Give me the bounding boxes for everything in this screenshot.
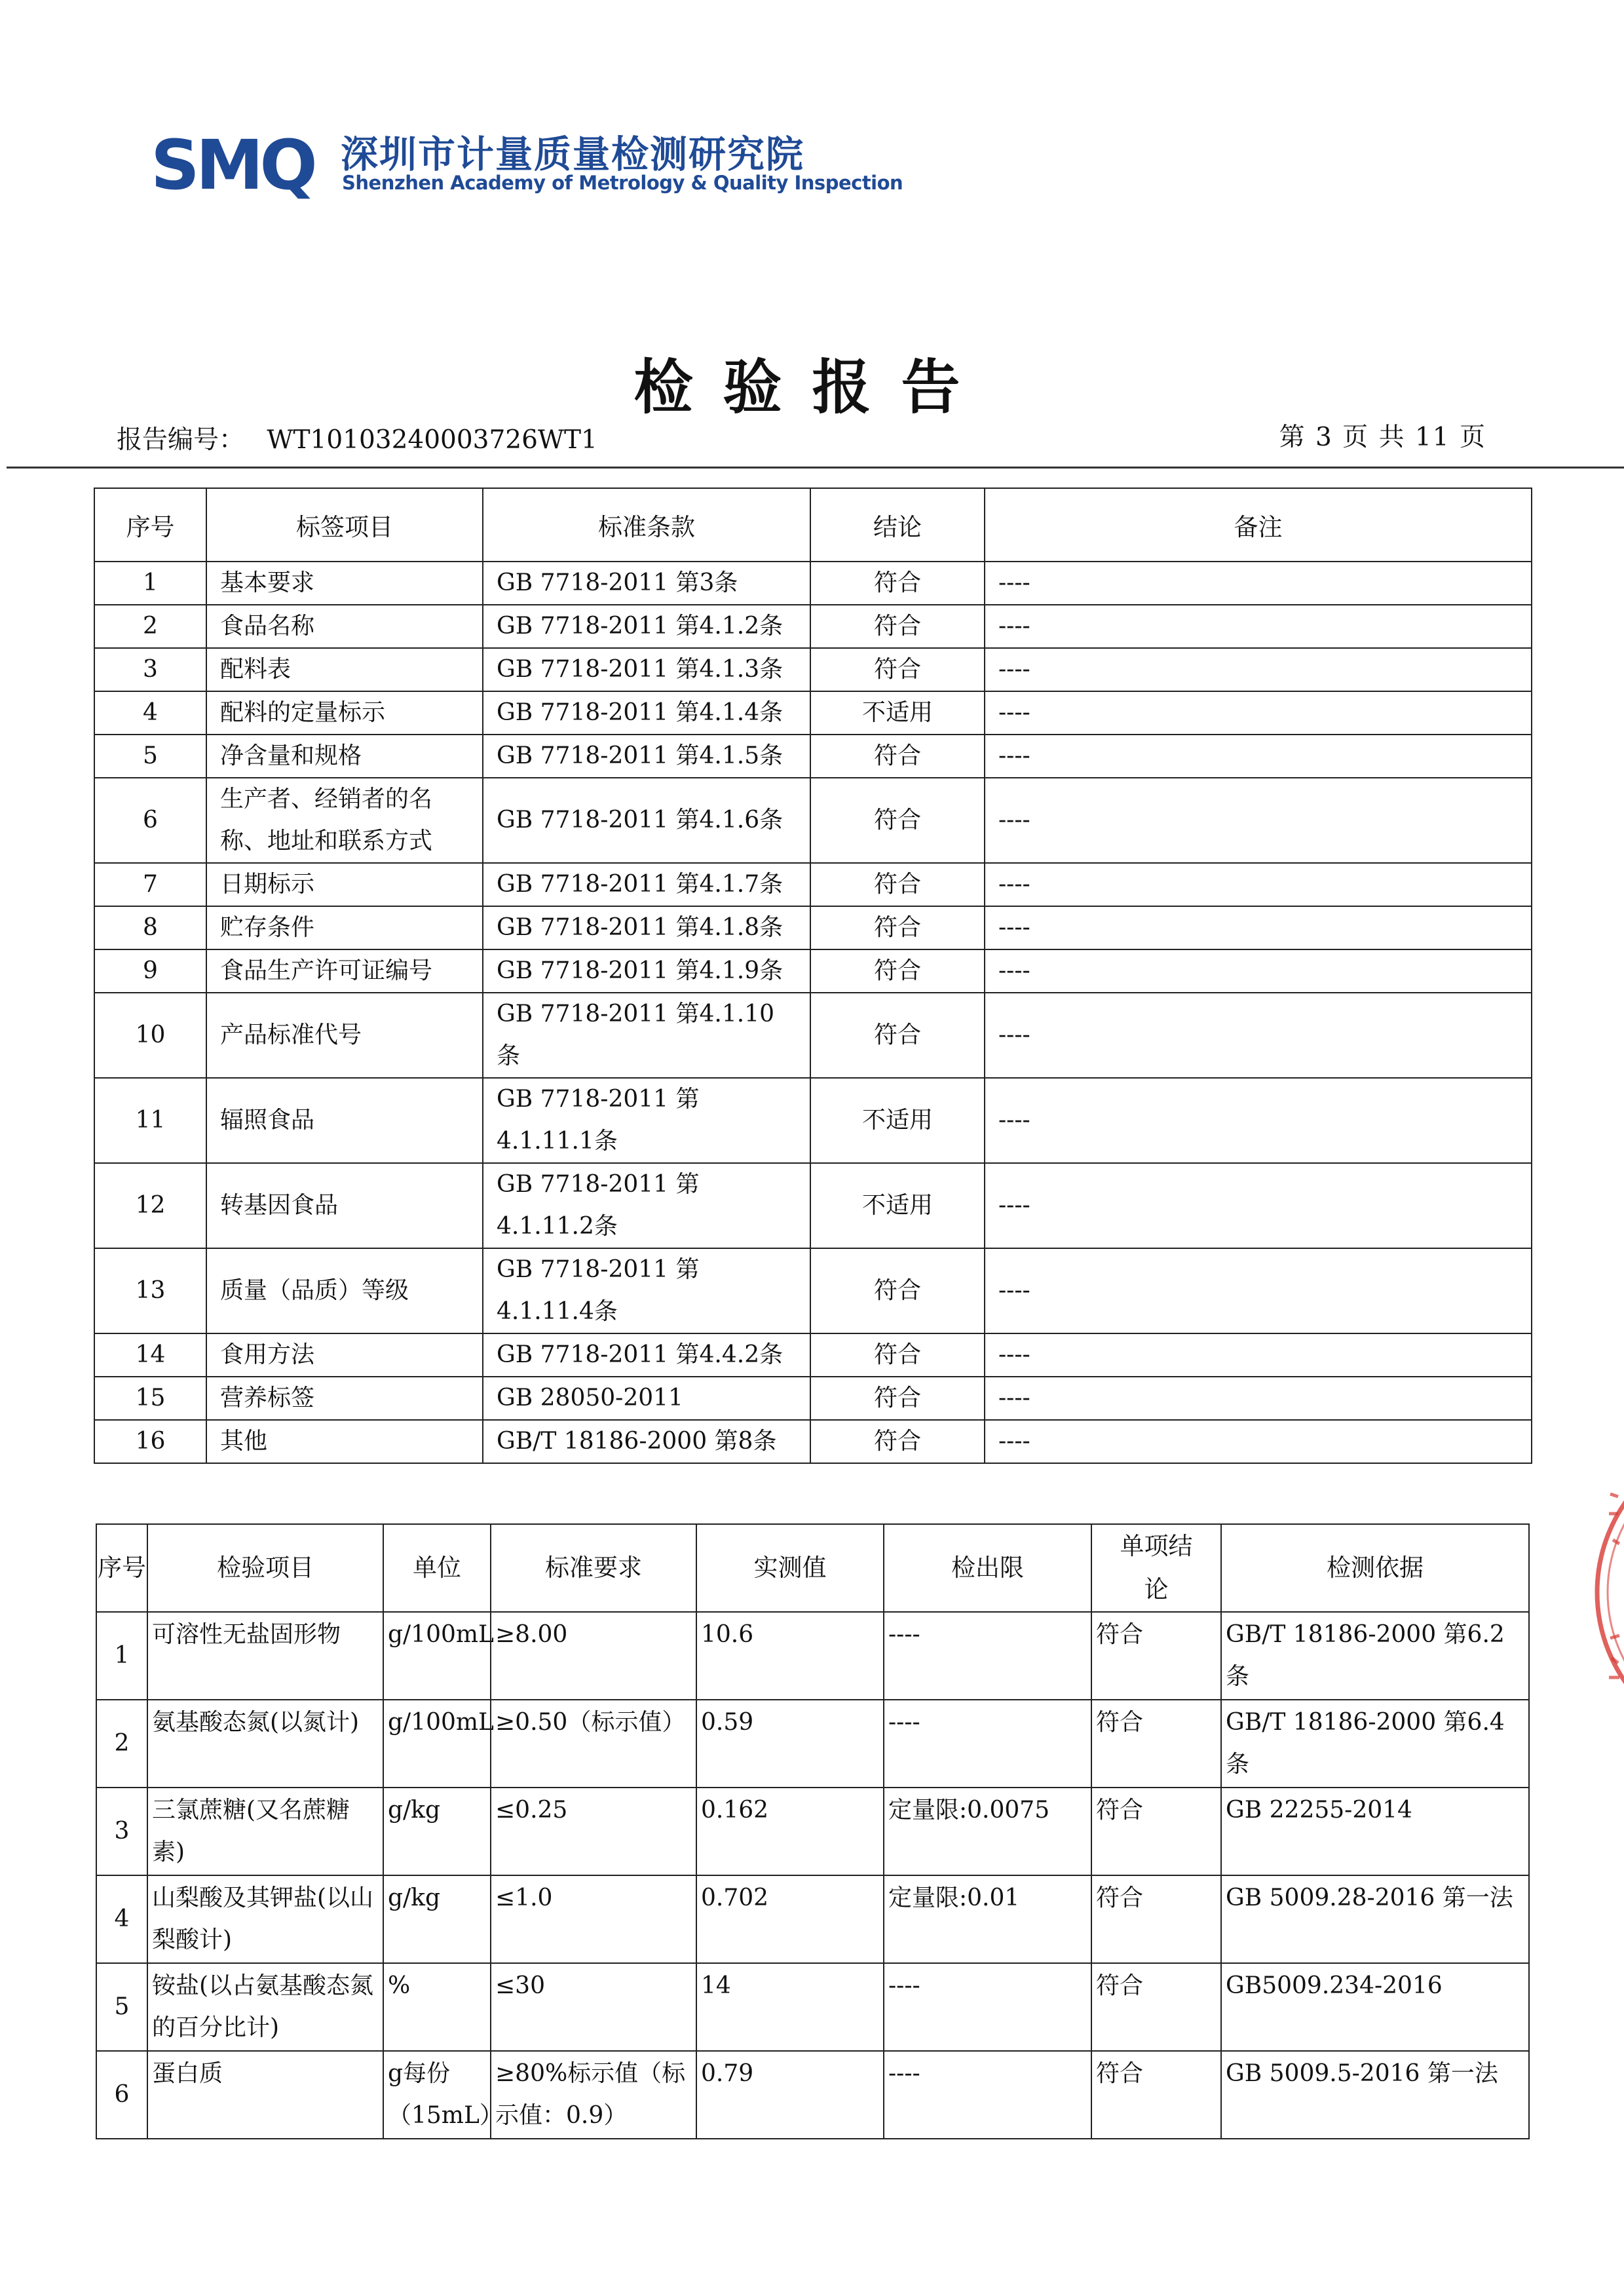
- header-divider: [7, 467, 1624, 469]
- label-item: 转基因食品: [206, 1163, 483, 1248]
- label-item: 配料表: [206, 648, 483, 691]
- conclusion: 符合: [810, 605, 985, 648]
- header-cell: 标准条款: [483, 488, 810, 562]
- standard-clause: GB 7718-2011 第4.1.3条: [483, 648, 810, 691]
- conclusion: 符合: [810, 648, 985, 691]
- table-row: [94, 735, 1532, 778]
- row-number: 6: [94, 778, 206, 863]
- table-row: [94, 1078, 1532, 1163]
- detection-limit: 定量限:0.0075: [884, 1788, 1091, 1875]
- table-row: [94, 778, 1532, 863]
- label-item: 生产者、经销者的名称、地址和联系方式: [206, 778, 483, 863]
- row-number: 4: [94, 691, 206, 735]
- conclusion: 符合: [810, 1333, 985, 1377]
- standard-clause: GB 28050-2011: [483, 1377, 810, 1420]
- label-item: 质量（品质）等级: [206, 1248, 483, 1333]
- conclusion: 不适用: [810, 691, 985, 735]
- table-row: [96, 1875, 1529, 1963]
- standard-requirement: ≤0.25: [491, 1788, 696, 1875]
- header-cell: 实测值: [696, 1524, 884, 1612]
- label-item: 食品名称: [206, 605, 483, 648]
- table-row: [96, 1700, 1529, 1788]
- table-row: [94, 1248, 1532, 1333]
- row-number: 4: [96, 1875, 147, 1963]
- detection-limit: ----: [884, 2051, 1091, 2139]
- row-number: 8: [94, 906, 206, 949]
- standard-clause: GB 7718-2011 第4.1.11.2条: [483, 1163, 810, 1248]
- table-row: [96, 2051, 1529, 2139]
- label-item: 食品生产许可证编号: [206, 949, 483, 993]
- table-row: [94, 605, 1532, 648]
- detection-limit: 定量限:0.01: [884, 1875, 1091, 1963]
- conclusion: 不适用: [810, 1163, 985, 1248]
- row-number: 16: [94, 1420, 206, 1463]
- unit: g/kg: [383, 1788, 491, 1875]
- header-cell: 单项结论: [1091, 1524, 1221, 1612]
- table-row: [94, 1420, 1532, 1463]
- row-number: 3: [94, 648, 206, 691]
- row-number: 1: [94, 562, 206, 605]
- remark: ----: [985, 1333, 1532, 1377]
- row-number: 5: [96, 1963, 147, 2051]
- standard-clause: GB 7718-2011 第4.1.6条: [483, 778, 810, 863]
- label-item: 基本要求: [206, 562, 483, 605]
- standard-clause: GB 7718-2011 第4.1.4条: [483, 691, 810, 735]
- table-row: [94, 562, 1532, 605]
- conclusion: 符合: [810, 778, 985, 863]
- label-item: 净含量和规格: [206, 735, 483, 778]
- conclusion: 符合: [810, 1377, 985, 1420]
- conclusion: 符合: [810, 949, 985, 993]
- detection-limit: ----: [884, 1963, 1091, 2051]
- table-row: [94, 648, 1532, 691]
- table-row: [96, 1788, 1529, 1875]
- header-cell: 结论: [810, 488, 985, 562]
- measured-value: 0.59: [696, 1700, 884, 1788]
- table-row: [94, 1377, 1532, 1420]
- remark: ----: [985, 993, 1532, 1078]
- label-item: 贮存条件: [206, 906, 483, 949]
- test-item: 蛋白质: [147, 2051, 383, 2139]
- row-number: 9: [94, 949, 206, 993]
- standard-clause: GB 7718-2011 第4.1.2条: [483, 605, 810, 648]
- test-method: GB/T 18186-2000 第6.2条: [1221, 1612, 1529, 1700]
- standard-clause: GB 7718-2011 第4.1.7条: [483, 863, 810, 906]
- item-conclusion: 符合: [1091, 1700, 1221, 1788]
- table-header-row: [94, 488, 1532, 562]
- remark: ----: [985, 735, 1532, 778]
- measured-value: 0.702: [696, 1875, 884, 1963]
- item-conclusion: 符合: [1091, 1963, 1221, 2051]
- label-inspection-table: [94, 488, 1532, 1464]
- logo-mark-text: SMQ: [151, 125, 314, 202]
- detection-limit: ----: [884, 1612, 1091, 1700]
- standard-clause: GB 7718-2011 第4.4.2条: [483, 1333, 810, 1377]
- smq-logo-icon: [151, 123, 328, 202]
- remark: ----: [985, 1163, 1532, 1248]
- test-method: GB 5009.5-2016 第一法: [1221, 2051, 1529, 2139]
- test-method: GB 5009.28-2016 第一法: [1221, 1875, 1529, 1963]
- header-cell: 单位: [383, 1524, 491, 1612]
- remark: ----: [985, 906, 1532, 949]
- report-number-line: [117, 419, 597, 456]
- report-number-label: 报告编号：: [117, 425, 245, 455]
- table-row: [94, 1333, 1532, 1377]
- standard-clause: GB 7718-2011 第4.1.5条: [483, 735, 810, 778]
- remark: ----: [985, 648, 1532, 691]
- remark: ----: [985, 605, 1532, 648]
- table-row: [94, 993, 1532, 1078]
- remark: ----: [985, 1248, 1532, 1333]
- table-row: [94, 1163, 1532, 1248]
- test-item: 铵盐(以占氨基酸态氮的百分比计): [147, 1963, 383, 2051]
- header-cell: 检出限: [884, 1524, 1091, 1612]
- measured-value: 0.162: [696, 1788, 884, 1875]
- header-cell: 序号: [94, 488, 206, 562]
- test-item: 山梨酸及其钾盐(以山梨酸计): [147, 1875, 383, 1963]
- unit: %: [383, 1963, 491, 2051]
- table-row: [94, 906, 1532, 949]
- conclusion: 符合: [810, 562, 985, 605]
- row-number: 2: [94, 605, 206, 648]
- table-row: [94, 691, 1532, 735]
- test-results-table: [96, 1523, 1530, 2139]
- remark: ----: [985, 1420, 1532, 1463]
- standard-clause: GB 7718-2011 第4.1.10条: [483, 993, 810, 1078]
- item-conclusion: 符合: [1091, 1612, 1221, 1700]
- item-conclusion: 符合: [1091, 1875, 1221, 1963]
- remark: ----: [985, 863, 1532, 906]
- table-row: [96, 1963, 1529, 2051]
- row-number: 7: [94, 863, 206, 906]
- standard-clause: GB 7718-2011 第4.1.11.1条: [483, 1078, 810, 1163]
- page-title: 检验报告: [633, 353, 991, 422]
- institute-name-cn: 深圳市计量质量检测研究院: [341, 133, 804, 176]
- header-cell: 序号: [96, 1524, 147, 1612]
- test-item: 三氯蔗糖(又名蔗糖素): [147, 1788, 383, 1875]
- remark: ----: [985, 691, 1532, 735]
- institute-logo: [151, 123, 903, 202]
- row-number: 12: [94, 1163, 206, 1248]
- conclusion: 符合: [810, 993, 985, 1078]
- unit: g/100mL: [383, 1612, 491, 1700]
- label-item: 其他: [206, 1420, 483, 1463]
- conclusion: 符合: [810, 906, 985, 949]
- label-item: 营养标签: [206, 1377, 483, 1420]
- table-row: [94, 949, 1532, 993]
- row-number: 2: [96, 1700, 147, 1788]
- unit: g/kg: [383, 1875, 491, 1963]
- conclusion: 符合: [810, 1420, 985, 1463]
- measured-value: 14: [696, 1963, 884, 2051]
- header-cell: 标准要求: [491, 1524, 696, 1612]
- standard-requirement: ≥8.00: [491, 1612, 696, 1700]
- report-number: WT10103240003726WT1: [267, 425, 597, 455]
- row-number: 13: [94, 1248, 206, 1333]
- row-number: 6: [96, 2051, 147, 2139]
- unit: g每份（15mL）: [383, 2051, 491, 2139]
- standard-clause: GB/T 18186-2000 第8条: [483, 1420, 810, 1463]
- item-conclusion: 符合: [1091, 1788, 1221, 1875]
- unit: g/100mL: [383, 1700, 491, 1788]
- conclusion: 符合: [810, 863, 985, 906]
- row-number: 11: [94, 1078, 206, 1163]
- row-number: 15: [94, 1377, 206, 1420]
- label-item: 食用方法: [206, 1333, 483, 1377]
- remark: ----: [985, 562, 1532, 605]
- remark: ----: [985, 949, 1532, 993]
- row-number: 10: [94, 993, 206, 1078]
- red-seal-stamp: [1591, 1442, 1624, 1750]
- conclusion: 符合: [810, 735, 985, 778]
- row-number: 5: [94, 735, 206, 778]
- standard-clause: GB 7718-2011 第4.1.8条: [483, 906, 810, 949]
- test-item: 可溶性无盐固形物: [147, 1612, 383, 1700]
- test-item: 氨基酸态氮(以氮计): [147, 1700, 383, 1788]
- standard-clause: GB 7718-2011 第4.1.9条: [483, 949, 810, 993]
- header-cell: 标签项目: [206, 488, 483, 562]
- row-number: 14: [94, 1333, 206, 1377]
- item-conclusion: 符合: [1091, 2051, 1221, 2139]
- standard-clause: GB 7718-2011 第4.1.11.4条: [483, 1248, 810, 1333]
- remark: ----: [985, 1078, 1532, 1163]
- header-cell: 备注: [985, 488, 1532, 562]
- detection-limit: ----: [884, 1700, 1091, 1788]
- standard-requirement: ≥80%标示值（标示值：0.9）: [491, 2051, 696, 2139]
- conclusion: 不适用: [810, 1078, 985, 1163]
- test-method: GB 22255-2014: [1221, 1788, 1529, 1875]
- header-cell: 检测依据: [1221, 1524, 1529, 1612]
- institute-name-en: Shenzhen Academy of Metrology & Quality Inspection: [342, 172, 903, 194]
- table-row: [96, 1612, 1529, 1700]
- test-method: GB/T 18186-2000 第6.4条: [1221, 1700, 1529, 1788]
- header-cell: 检验项目: [147, 1524, 383, 1612]
- row-number: 3: [96, 1788, 147, 1875]
- standard-requirement: ≤1.0: [491, 1875, 696, 1963]
- page-indicator: 第 3 页 共 11 页: [1279, 423, 1486, 452]
- label-item: 产品标准代号: [206, 993, 483, 1078]
- remark: ----: [985, 1377, 1532, 1420]
- label-item: 辐照食品: [206, 1078, 483, 1163]
- standard-clause: GB 7718-2011 第3条: [483, 562, 810, 605]
- label-item: 配料的定量标示: [206, 691, 483, 735]
- row-number: 1: [96, 1612, 147, 1700]
- measured-value: 0.79: [696, 2051, 884, 2139]
- test-method: GB5009.234-2016: [1221, 1963, 1529, 2051]
- standard-requirement: ≥0.50（标示值）: [491, 1700, 696, 1788]
- remark: ----: [985, 778, 1532, 863]
- conclusion: 符合: [810, 1248, 985, 1333]
- table-row: [94, 863, 1532, 906]
- table-header-row: [96, 1524, 1529, 1612]
- label-item: 日期标示: [206, 863, 483, 906]
- standard-requirement: ≤30: [491, 1963, 696, 2051]
- measured-value: 10.6: [696, 1612, 884, 1700]
